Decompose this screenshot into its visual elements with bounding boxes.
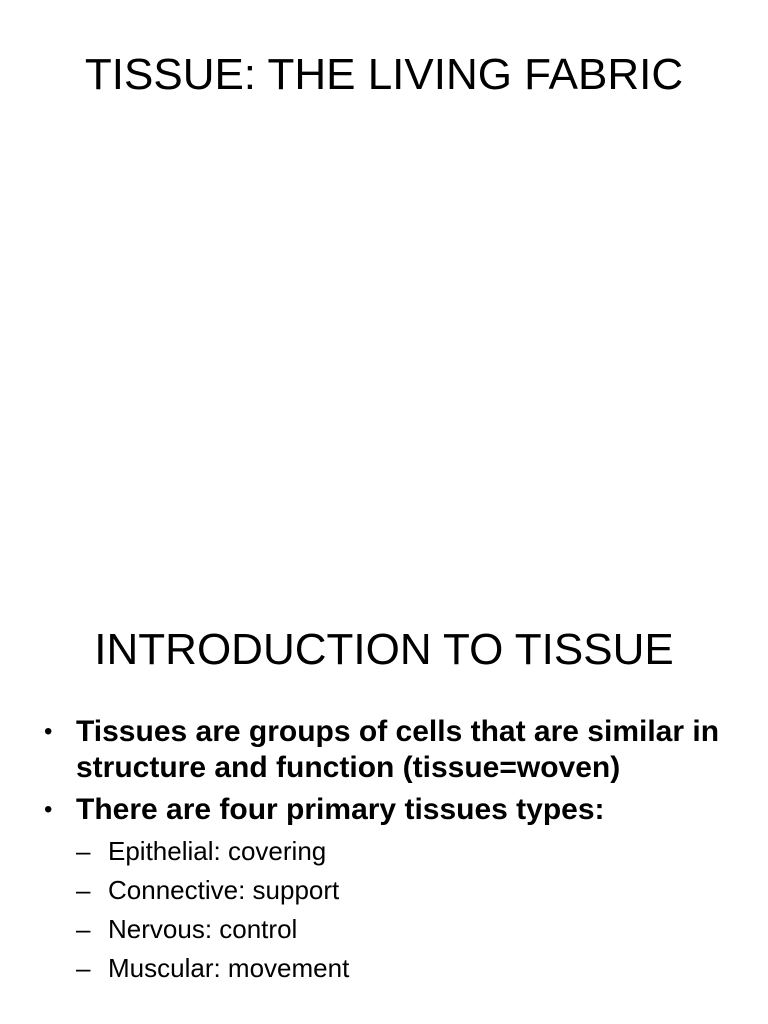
bullet-list (44, 714, 744, 988)
sub-item-epithelial (76, 832, 744, 871)
sub-item-text: Muscular: movement (108, 953, 350, 983)
sub-item-text: Nervous: control (108, 914, 298, 944)
slide-title: TISSUE: THE LIVING FABRIC (84, 50, 684, 99)
bullet-text: There are four primary tissues types: (76, 793, 605, 826)
sub-marker: – (76, 914, 91, 944)
sub-list (76, 832, 744, 988)
bullet-item (44, 792, 744, 988)
bullet-marker: • (44, 796, 53, 823)
bullet-marker: • (44, 718, 53, 745)
bullet-text: Tissues are groups of cells that are similar in structure and function (tissue=woven) (76, 715, 720, 784)
bullet-item (44, 714, 744, 786)
sub-marker: – (76, 836, 91, 866)
sub-item-text: Epithelial: covering (108, 836, 327, 866)
sub-item-muscular (76, 949, 744, 988)
sub-marker: – (76, 875, 91, 905)
sub-item-connective (76, 871, 744, 910)
sub-item-text: Connective: support (108, 875, 340, 905)
section-title: INTRODUCTION TO TISSUE (94, 625, 674, 674)
sub-item-nervous (76, 910, 744, 949)
sub-marker: – (76, 953, 91, 983)
